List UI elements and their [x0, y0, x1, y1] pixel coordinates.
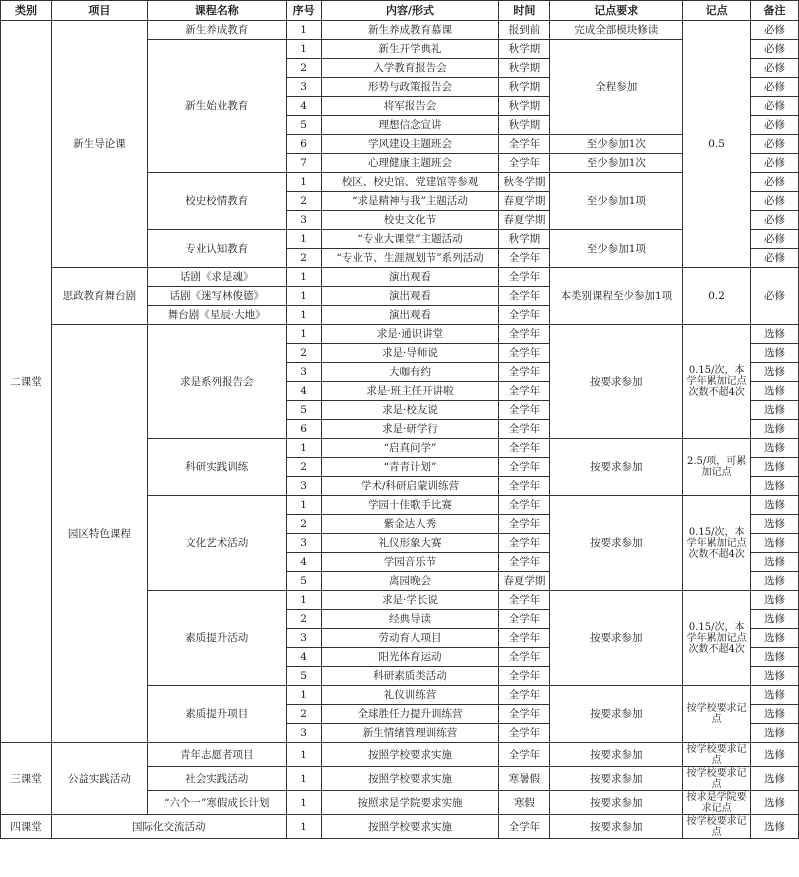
header-cell: 时间 — [499, 1, 550, 21]
points-cell: 0.15/次，本学年累加记点次数不超4次 — [683, 496, 751, 591]
table-row — [1, 21, 799, 40]
seq-cell: 1 — [286, 791, 321, 815]
project-cell: 园区特色课程 — [51, 325, 147, 743]
course-name-cell: 社会实践活动 — [147, 767, 286, 791]
seq-cell: 5 — [286, 401, 321, 420]
course-name-cell: 文化艺术活动 — [147, 496, 286, 591]
content-cell: 求是·学长说 — [321, 591, 499, 610]
content-cell: 新生开学典礼 — [321, 40, 499, 59]
seq-cell: 1 — [286, 743, 321, 767]
remark-cell: 必修 — [751, 154, 799, 173]
points-cell: 0.2 — [683, 268, 751, 325]
content-cell: “专业大课堂”主题活动 — [321, 230, 499, 249]
points-cell: 2.5/项，可累加记点 — [683, 439, 751, 496]
content-cell: 按照求是学院要求实施 — [321, 791, 499, 815]
remark-cell: 选修 — [751, 743, 799, 767]
requirement-cell: 按要求参加 — [550, 496, 683, 591]
course-name-cell: 专业认知教育 — [147, 230, 286, 268]
requirement-cell: 按要求参加 — [550, 439, 683, 496]
course-name-cell: 科研实践训练 — [147, 439, 286, 496]
seq-cell: 4 — [286, 648, 321, 667]
content-cell: 求是·班主任开讲啦 — [321, 382, 499, 401]
remark-cell: 必修 — [751, 192, 799, 211]
seq-cell: 1 — [286, 496, 321, 515]
remark-cell: 选修 — [751, 767, 799, 791]
seq-cell: 3 — [286, 477, 321, 496]
course-name-cell: 新生养成教育 — [147, 21, 286, 40]
content-cell: 求是·研学行 — [321, 420, 499, 439]
seq-cell: 3 — [286, 211, 321, 230]
seq-cell: 2 — [286, 515, 321, 534]
time-cell: 秋学期 — [499, 116, 550, 135]
points-cell: 按求是学院要求记点 — [683, 791, 751, 815]
remark-cell: 选修 — [751, 496, 799, 515]
content-cell: 礼仪形象大赛 — [321, 534, 499, 553]
seq-cell: 1 — [286, 40, 321, 59]
content-cell: 离园晚会 — [321, 572, 499, 591]
remark-cell: 选修 — [751, 648, 799, 667]
content-cell: 心理健康主题班会 — [321, 154, 499, 173]
content-cell: 演出观看 — [321, 306, 499, 325]
seq-cell: 5 — [286, 572, 321, 591]
remark-cell: 选修 — [751, 325, 799, 344]
seq-cell: 4 — [286, 97, 321, 116]
content-cell: 按照学校要求实施 — [321, 815, 499, 839]
remark-cell: 必修 — [751, 230, 799, 249]
header-cell: 备注 — [751, 1, 799, 21]
requirement-cell: 全程参加 — [550, 40, 683, 135]
time-cell: 全学年 — [499, 629, 550, 648]
remark-cell: 必修 — [751, 116, 799, 135]
seq-cell: 2 — [286, 192, 321, 211]
header-row — [1, 1, 799, 21]
time-cell: 全学年 — [499, 815, 550, 839]
course-name-cell: 校史校情教育 — [147, 173, 286, 230]
seq-cell: 3 — [286, 724, 321, 743]
seq-cell: 4 — [286, 553, 321, 572]
header-cell: 记点要求 — [550, 1, 683, 21]
seq-cell: 1 — [286, 686, 321, 705]
table-row — [1, 325, 799, 344]
remark-cell: 选修 — [751, 534, 799, 553]
course-name-cell: 舞台剧《星辰·大地》 — [147, 306, 286, 325]
seq-cell: 5 — [286, 667, 321, 686]
content-cell: 大咖有约 — [321, 363, 499, 382]
header-cell: 内容/形式 — [321, 1, 499, 21]
content-cell: 理想信念宣讲 — [321, 116, 499, 135]
course-name-cell: 求是系列报告会 — [147, 325, 286, 439]
remark-cell: 必修 — [751, 97, 799, 116]
time-cell: 全学年 — [499, 344, 550, 363]
course-name-cell: 素质提升活动 — [147, 591, 286, 686]
table-row — [1, 268, 799, 287]
remark-cell: 选修 — [751, 629, 799, 648]
content-cell: 阳光体育运动 — [321, 648, 499, 667]
course-name-cell: 青年志愿者项目 — [147, 743, 286, 767]
remark-cell: 必修 — [751, 268, 799, 325]
seq-cell: 1 — [286, 815, 321, 839]
seq-cell: 1 — [286, 173, 321, 192]
remark-cell: 选修 — [751, 439, 799, 458]
points-cell: 按学校要求记点 — [683, 686, 751, 743]
remark-cell: 选修 — [751, 553, 799, 572]
time-cell: 寒暑假 — [499, 767, 550, 791]
time-cell: 秋学期 — [499, 40, 550, 59]
content-cell: 演出观看 — [321, 268, 499, 287]
requirement-cell: 按要求参加 — [550, 767, 683, 791]
points-cell: 0.15/次，本学年累加记点次数不超4次 — [683, 591, 751, 686]
time-cell: 全学年 — [499, 496, 550, 515]
requirement-cell: 按要求参加 — [550, 591, 683, 686]
requirement-cell: 按要求参加 — [550, 325, 683, 439]
remark-cell: 选修 — [751, 815, 799, 839]
course-name-cell: 话剧《求是魂》 — [147, 268, 286, 287]
remark-cell: 必修 — [751, 249, 799, 268]
seq-cell: 2 — [286, 458, 321, 477]
content-cell: 形势与政策报告会 — [321, 78, 499, 97]
time-cell: 秋学期 — [499, 59, 550, 78]
course-name-cell: “六个一”寒假成长计划 — [147, 791, 286, 815]
time-cell: 全学年 — [499, 724, 550, 743]
seq-cell: 1 — [286, 591, 321, 610]
time-cell: 秋学期 — [499, 97, 550, 116]
time-cell: 全学年 — [499, 515, 550, 534]
remark-cell: 选修 — [751, 458, 799, 477]
remark-cell: 选修 — [751, 344, 799, 363]
time-cell: 秋冬学期 — [499, 173, 550, 192]
time-cell: 春夏学期 — [499, 572, 550, 591]
course-name-cell: 新生始业教育 — [147, 40, 286, 173]
time-cell: 全学年 — [499, 268, 550, 287]
requirement-cell: 至少参加1次 — [550, 154, 683, 173]
time-cell: 全学年 — [499, 648, 550, 667]
seq-cell: 4 — [286, 382, 321, 401]
points-cell: 按学校要求记点 — [683, 767, 751, 791]
content-cell: 礼仪训练营 — [321, 686, 499, 705]
content-cell: 演出观看 — [321, 287, 499, 306]
remark-cell: 必修 — [751, 21, 799, 40]
time-cell: 秋学期 — [499, 230, 550, 249]
points-cell: 按学校要求记点 — [683, 743, 751, 767]
time-cell: 寒假 — [499, 791, 550, 815]
remark-cell: 选修 — [751, 591, 799, 610]
remark-cell: 必修 — [751, 59, 799, 78]
remark-cell: 选修 — [751, 401, 799, 420]
time-cell: 全学年 — [499, 743, 550, 767]
seq-cell: 1 — [286, 325, 321, 344]
seq-cell: 1 — [286, 268, 321, 287]
requirement-cell: 本类别课程至少参加1项 — [550, 268, 683, 325]
content-cell: 学风建设主题班会 — [321, 135, 499, 154]
time-cell: 全学年 — [499, 249, 550, 268]
time-cell: 全学年 — [499, 401, 550, 420]
content-cell: “青青计划” — [321, 458, 499, 477]
remark-cell: 必修 — [751, 135, 799, 154]
content-cell: 经典导读 — [321, 610, 499, 629]
remark-cell: 选修 — [751, 705, 799, 724]
content-cell: 求是·校友说 — [321, 401, 499, 420]
seq-cell: 3 — [286, 629, 321, 648]
time-cell: 全学年 — [499, 534, 550, 553]
time-cell: 全学年 — [499, 553, 550, 572]
requirement-cell: 按要求参加 — [550, 815, 683, 839]
seq-cell: 2 — [286, 59, 321, 78]
content-cell: 学园音乐节 — [321, 553, 499, 572]
requirement-cell: 至少参加1次 — [550, 135, 683, 154]
remark-cell: 选修 — [751, 572, 799, 591]
content-cell: 劳动育人项目 — [321, 629, 499, 648]
category-cell: 四课堂 — [1, 815, 52, 839]
project-cell: 国际化交流活动 — [51, 815, 286, 839]
seq-cell: 2 — [286, 705, 321, 724]
content-cell: 新生情绪管理训练营 — [321, 724, 499, 743]
table-row — [1, 743, 799, 767]
content-cell: 学园十佳歌手比赛 — [321, 496, 499, 515]
points-cell: 按学校要求记点 — [683, 815, 751, 839]
remark-cell: 选修 — [751, 667, 799, 686]
content-cell: 将军报告会 — [321, 97, 499, 116]
time-cell: 全学年 — [499, 667, 550, 686]
table-row — [1, 815, 799, 839]
seq-cell: 1 — [286, 230, 321, 249]
time-cell: 全学年 — [499, 439, 550, 458]
remark-cell: 选修 — [751, 724, 799, 743]
project-cell: 新生导论课 — [51, 21, 147, 268]
course-name-cell: 话剧《迷写林俊德》 — [147, 287, 286, 306]
time-cell: 全学年 — [499, 591, 550, 610]
time-cell: 全学年 — [499, 705, 550, 724]
category-cell: 三课堂 — [1, 743, 52, 815]
seq-cell: 6 — [286, 135, 321, 154]
time-cell: 全学年 — [499, 135, 550, 154]
project-cell: 思政教育舞台剧 — [51, 268, 147, 325]
time-cell: 报到前 — [499, 21, 550, 40]
seq-cell: 2 — [286, 610, 321, 629]
seq-cell: 1 — [286, 767, 321, 791]
content-cell: 校区、校史馆、党建馆等参观 — [321, 173, 499, 192]
requirement-cell: 按要求参加 — [550, 686, 683, 743]
content-cell: 求是·通识讲堂 — [321, 325, 499, 344]
remark-cell: 选修 — [751, 420, 799, 439]
category-cell: 二课堂 — [1, 21, 52, 743]
header-cell: 类别 — [1, 1, 52, 21]
header-cell: 课程名称 — [147, 1, 286, 21]
requirement-cell: 至少参加1项 — [550, 230, 683, 268]
project-cell: 公益实践活动 — [51, 743, 147, 815]
remark-cell: 选修 — [751, 686, 799, 705]
remark-cell: 选修 — [751, 610, 799, 629]
content-cell: “专业节、生涯规划节”系列活动 — [321, 249, 499, 268]
time-cell: 全学年 — [499, 382, 550, 401]
time-cell: 秋学期 — [499, 78, 550, 97]
time-cell: 全学年 — [499, 325, 550, 344]
seq-cell: 2 — [286, 249, 321, 268]
content-cell: “启真问学” — [321, 439, 499, 458]
content-cell: “求是精神与我”主题活动 — [321, 192, 499, 211]
content-cell: 校史文化节 — [321, 211, 499, 230]
content-cell: 新生养成教育慕课 — [321, 21, 499, 40]
header-cell: 项目 — [51, 1, 147, 21]
time-cell: 全学年 — [499, 610, 550, 629]
content-cell: 全球胜任力提升训练营 — [321, 705, 499, 724]
remark-cell: 选修 — [751, 382, 799, 401]
remark-cell: 必修 — [751, 211, 799, 230]
time-cell: 全学年 — [499, 420, 550, 439]
time-cell: 春夏学期 — [499, 211, 550, 230]
content-cell: 紫金达人秀 — [321, 515, 499, 534]
content-cell: 按照学校要求实施 — [321, 767, 499, 791]
requirement-cell: 至少参加1项 — [550, 173, 683, 230]
content-cell: 按照学校要求实施 — [321, 743, 499, 767]
time-cell: 全学年 — [499, 686, 550, 705]
requirement-cell: 按要求参加 — [550, 791, 683, 815]
seq-cell: 7 — [286, 154, 321, 173]
time-cell: 春夏学期 — [499, 192, 550, 211]
remark-cell: 选修 — [751, 791, 799, 815]
time-cell: 全学年 — [499, 306, 550, 325]
remark-cell: 选修 — [751, 363, 799, 382]
remark-cell: 选修 — [751, 477, 799, 496]
seq-cell: 1 — [286, 287, 321, 306]
seq-cell: 2 — [286, 344, 321, 363]
seq-cell: 3 — [286, 78, 321, 97]
time-cell: 全学年 — [499, 458, 550, 477]
content-cell: 科研素质类活动 — [321, 667, 499, 686]
seq-cell: 3 — [286, 534, 321, 553]
time-cell: 全学年 — [499, 154, 550, 173]
time-cell: 全学年 — [499, 477, 550, 496]
seq-cell: 1 — [286, 21, 321, 40]
seq-cell: 3 — [286, 363, 321, 382]
remark-cell: 必修 — [751, 40, 799, 59]
time-cell: 全学年 — [499, 363, 550, 382]
seq-cell: 1 — [286, 306, 321, 325]
content-cell: 学术/科研启蒙训练营 — [321, 477, 499, 496]
requirement-cell: 完成全部模块修读 — [550, 21, 683, 40]
points-cell: 0.15/次，本学年累加记点次数不超4次 — [683, 325, 751, 439]
requirement-cell: 按要求参加 — [550, 743, 683, 767]
seq-cell: 5 — [286, 116, 321, 135]
seq-cell: 6 — [286, 420, 321, 439]
remark-cell: 必修 — [751, 78, 799, 97]
time-cell: 全学年 — [499, 287, 550, 306]
remark-cell: 必修 — [751, 173, 799, 192]
points-cell: 0.5 — [683, 21, 751, 268]
course-name-cell: 素质提升项目 — [147, 686, 286, 743]
content-cell: 求是·导师说 — [321, 344, 499, 363]
header-cell: 记点 — [683, 1, 751, 21]
remark-cell: 选修 — [751, 515, 799, 534]
content-cell: 入学教育报告会 — [321, 59, 499, 78]
header-cell: 序号 — [286, 1, 321, 21]
seq-cell: 1 — [286, 439, 321, 458]
